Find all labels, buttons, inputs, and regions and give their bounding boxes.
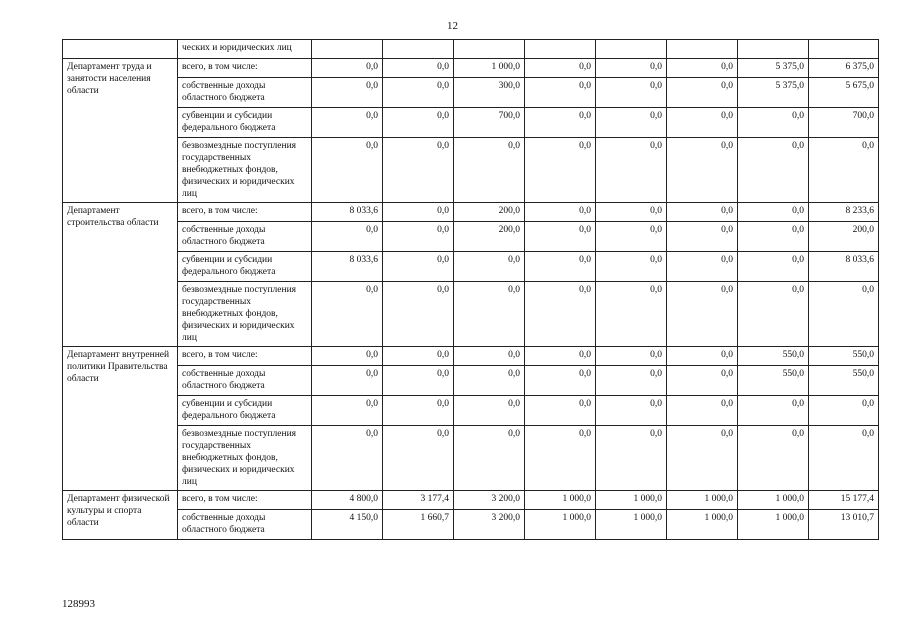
value-cell: 8 033,6 <box>809 252 879 282</box>
value-cell: 0,0 <box>596 252 667 282</box>
department-name: Департамент внутренней политики Правительства области <box>63 347 178 491</box>
row-description: ческих и юридических лиц <box>178 40 312 59</box>
value-cell: 0,0 <box>383 396 454 426</box>
table-row <box>63 282 879 347</box>
value-cell: 0,0 <box>383 203 454 222</box>
value-cell: 0,0 <box>383 59 454 78</box>
value-cell: 300,0 <box>454 78 525 108</box>
value-cell: 550,0 <box>738 347 809 366</box>
value-cell: 0,0 <box>312 347 383 366</box>
value-cell: 200,0 <box>454 222 525 252</box>
value-cell: 6 375,0 <box>809 59 879 78</box>
value-cell: 0,0 <box>525 138 596 203</box>
value-cell <box>596 40 667 59</box>
value-cell: 0,0 <box>525 282 596 347</box>
value-cell: 0,0 <box>667 78 738 108</box>
value-cell: 0,0 <box>596 222 667 252</box>
value-cell: 0,0 <box>312 138 383 203</box>
table-row <box>63 78 879 108</box>
document-code: 128993 <box>62 598 95 610</box>
value-cell: 0,0 <box>383 426 454 491</box>
row-description: всего, в том числе: <box>178 203 312 222</box>
value-cell: 550,0 <box>809 366 879 396</box>
value-cell: 0,0 <box>667 396 738 426</box>
value-cell: 0,0 <box>596 108 667 138</box>
row-description: всего, в том числе: <box>178 491 312 510</box>
row-description: собственные доходы областного бюджета <box>178 510 312 540</box>
table-row <box>63 203 879 222</box>
value-cell: 1 000,0 <box>667 510 738 540</box>
value-cell: 200,0 <box>809 222 879 252</box>
row-description: субвенции и субсидии федерального бюджета <box>178 252 312 282</box>
value-cell: 0,0 <box>667 59 738 78</box>
value-cell: 0,0 <box>667 203 738 222</box>
value-cell: 0,0 <box>383 138 454 203</box>
value-cell: 0,0 <box>383 222 454 252</box>
value-cell: 0,0 <box>525 366 596 396</box>
value-cell: 0,0 <box>383 108 454 138</box>
value-cell: 3 200,0 <box>454 491 525 510</box>
value-cell: 0,0 <box>667 138 738 203</box>
table-row <box>63 252 879 282</box>
value-cell <box>738 40 809 59</box>
value-cell: 8 233,6 <box>809 203 879 222</box>
value-cell: 0,0 <box>596 78 667 108</box>
value-cell: 1 000,0 <box>738 491 809 510</box>
value-cell: 0,0 <box>809 426 879 491</box>
value-cell: 0,0 <box>383 347 454 366</box>
table-row <box>63 108 879 138</box>
value-cell: 0,0 <box>596 282 667 347</box>
value-cell: 0,0 <box>667 282 738 347</box>
value-cell: 0,0 <box>454 347 525 366</box>
value-cell: 5 375,0 <box>738 59 809 78</box>
table-row <box>63 426 879 491</box>
value-cell: 1 000,0 <box>596 510 667 540</box>
value-cell: 0,0 <box>312 78 383 108</box>
value-cell: 0,0 <box>596 366 667 396</box>
value-cell: 550,0 <box>809 347 879 366</box>
row-description: всего, в том числе: <box>178 59 312 78</box>
value-cell: 1 000,0 <box>738 510 809 540</box>
value-cell: 0,0 <box>525 426 596 491</box>
table-row <box>63 59 879 78</box>
value-cell: 0,0 <box>809 396 879 426</box>
table-row <box>63 491 879 510</box>
value-cell: 0,0 <box>454 426 525 491</box>
value-cell: 0,0 <box>525 347 596 366</box>
value-cell: 0,0 <box>525 252 596 282</box>
table-row <box>63 222 879 252</box>
value-cell: 0,0 <box>596 396 667 426</box>
value-cell: 0,0 <box>667 252 738 282</box>
value-cell: 0,0 <box>809 138 879 203</box>
value-cell: 8 033,6 <box>312 203 383 222</box>
value-cell: 0,0 <box>454 282 525 347</box>
value-cell: 0,0 <box>312 366 383 396</box>
table-row <box>63 138 879 203</box>
value-cell: 0,0 <box>667 222 738 252</box>
value-cell: 0,0 <box>383 366 454 396</box>
value-cell: 1 000,0 <box>596 491 667 510</box>
value-cell: 700,0 <box>454 108 525 138</box>
value-cell: 1 660,7 <box>383 510 454 540</box>
value-cell <box>667 40 738 59</box>
funding-table <box>62 39 879 540</box>
value-cell: 0,0 <box>525 396 596 426</box>
value-cell: 0,0 <box>383 282 454 347</box>
value-cell: 0,0 <box>667 426 738 491</box>
value-cell: 550,0 <box>738 366 809 396</box>
value-cell: 0,0 <box>454 138 525 203</box>
value-cell <box>809 40 879 59</box>
value-cell: 0,0 <box>454 252 525 282</box>
value-cell: 0,0 <box>312 59 383 78</box>
value-cell: 0,0 <box>596 138 667 203</box>
department-name: Департамент строительства области <box>63 203 178 347</box>
value-cell: 1 000,0 <box>667 491 738 510</box>
department-name: Департамент труда и занятости населения области <box>63 59 178 203</box>
value-cell <box>383 40 454 59</box>
value-cell: 0,0 <box>738 426 809 491</box>
value-cell: 0,0 <box>738 396 809 426</box>
row-description: субвенции и субсидии федерального бюджета <box>178 108 312 138</box>
table-row <box>63 510 879 540</box>
row-description: собственные доходы областного бюджета <box>178 222 312 252</box>
value-cell: 0,0 <box>667 108 738 138</box>
page-number: 12 <box>447 20 458 32</box>
table-row <box>63 40 879 59</box>
value-cell: 0,0 <box>738 138 809 203</box>
value-cell: 0,0 <box>525 222 596 252</box>
row-description: безвозмездные поступления государственных внебюджетных фондов, физических и юридических лиц <box>178 138 312 203</box>
table-row <box>63 347 879 366</box>
table-row <box>63 396 879 426</box>
value-cell: 0,0 <box>738 108 809 138</box>
value-cell: 1 000,0 <box>454 59 525 78</box>
value-cell: 0,0 <box>383 252 454 282</box>
value-cell <box>454 40 525 59</box>
value-cell: 0,0 <box>312 282 383 347</box>
value-cell: 15 177,4 <box>809 491 879 510</box>
value-cell: 3 177,4 <box>383 491 454 510</box>
value-cell: 0,0 <box>383 78 454 108</box>
row-description: субвенции и субсидии федерального бюджета <box>178 396 312 426</box>
value-cell: 200,0 <box>454 203 525 222</box>
value-cell: 0,0 <box>667 347 738 366</box>
row-description: всего, в том числе: <box>178 347 312 366</box>
value-cell: 0,0 <box>809 282 879 347</box>
row-description: собственные доходы областного бюджета <box>178 366 312 396</box>
value-cell: 0,0 <box>525 203 596 222</box>
value-cell: 0,0 <box>596 59 667 78</box>
value-cell: 5 675,0 <box>809 78 879 108</box>
value-cell: 0,0 <box>312 108 383 138</box>
value-cell <box>525 40 596 59</box>
value-cell: 1 000,0 <box>525 491 596 510</box>
value-cell: 0,0 <box>454 366 525 396</box>
value-cell <box>312 40 383 59</box>
value-cell: 0,0 <box>596 203 667 222</box>
value-cell: 0,0 <box>738 252 809 282</box>
value-cell: 700,0 <box>809 108 879 138</box>
value-cell: 0,0 <box>525 59 596 78</box>
value-cell: 0,0 <box>596 347 667 366</box>
row-description: безвозмездные поступления государственных внебюджетных фондов, физических и юридических лиц <box>178 282 312 347</box>
value-cell: 1 000,0 <box>525 510 596 540</box>
value-cell: 0,0 <box>667 366 738 396</box>
value-cell: 0,0 <box>596 426 667 491</box>
value-cell: 0,0 <box>738 282 809 347</box>
value-cell: 3 200,0 <box>454 510 525 540</box>
value-cell: 5 375,0 <box>738 78 809 108</box>
row-description: безвозмездные поступления государственных внебюджетных фондов, физических и юридических лиц <box>178 426 312 491</box>
value-cell: 0,0 <box>738 222 809 252</box>
value-cell: 4 800,0 <box>312 491 383 510</box>
value-cell: 0,0 <box>312 396 383 426</box>
value-cell: 0,0 <box>312 222 383 252</box>
department-name: Департамент физической культуры и спорта области <box>63 491 178 540</box>
table-row <box>63 366 879 396</box>
row-description: собственные доходы областного бюджета <box>178 78 312 108</box>
value-cell: 8 033,6 <box>312 252 383 282</box>
value-cell: 0,0 <box>525 108 596 138</box>
value-cell: 0,0 <box>454 396 525 426</box>
table-body <box>63 40 879 540</box>
value-cell: 0,0 <box>312 426 383 491</box>
value-cell: 13 010,7 <box>809 510 879 540</box>
dept-cell-empty <box>63 40 178 59</box>
value-cell: 4 150,0 <box>312 510 383 540</box>
value-cell: 0,0 <box>525 78 596 108</box>
value-cell: 0,0 <box>738 203 809 222</box>
